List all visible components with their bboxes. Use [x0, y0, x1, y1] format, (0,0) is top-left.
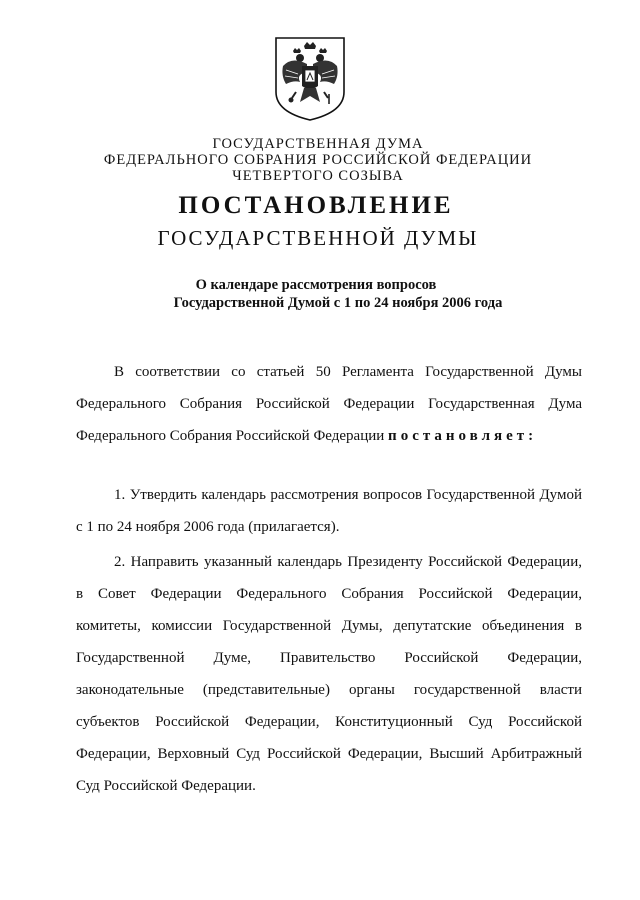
subject-line-1: О календаре рассмотрения вопросов	[195, 277, 437, 293]
document-type-subtitle: ГОСУДАРСТВЕННОЙ ДУМЫ	[157, 226, 479, 250]
preamble-paragraph	[76, 356, 582, 452]
preamble-text: В соответствии со статьей 50 Регламента Государственной Думы Федерального Собрания Российской Федерации Государственная Дума Федерального Собрания Российской Федерации	[76, 364, 582, 444]
org-line-2: ФЕДЕРАЛЬНОГО СОБРАНИЯ РОССИЙСКОЙ ФЕДЕРАЦИИ	[103, 152, 533, 168]
coat-of-arms-icon	[274, 36, 346, 122]
resolves-keyword: постановляет:	[388, 428, 538, 444]
resolution-item-2: 2. Направить указанный календарь Президенту Российской Федерации, в Совет Федерации Федерального Собрания Российской Федерации, комитеты, комиссии Государственной Думы, депутатские объединения в Государственной Думе, Правительство Российской Федерации, законодательные (представительные) органы государственной власти субъектов Российской Федерации, Конституционный Суд Российской Федерации, Верховный Суд Российской Федерации, Высший Арбитражный Суд Российской Федерации.	[76, 554, 582, 794]
subject-line-2: Государственной Думой с 1 по 24 ноября 2006 года	[173, 295, 503, 311]
org-line-1: ГОСУДАРСТВЕННАЯ ДУМА	[212, 136, 424, 152]
resolution-item-1: 1. Утвердить календарь рассмотрения вопросов Государственной Думой с 1 по 24 ноября 2006 года (прилагается).	[76, 487, 582, 535]
document-type-title: ПОСТАНОВЛЕНИЕ	[178, 192, 454, 219]
org-line-3: ЧЕТВЕРТОГО СОЗЫВА	[232, 168, 404, 184]
